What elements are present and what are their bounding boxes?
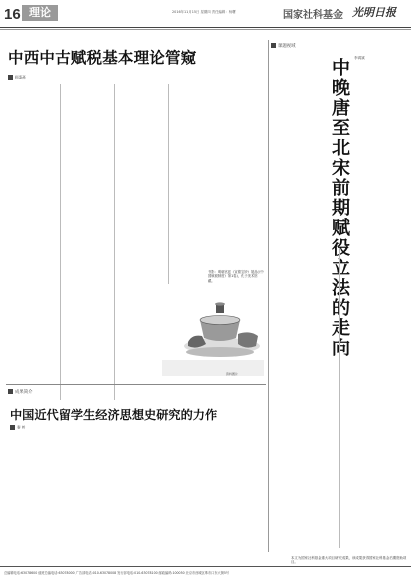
article2-headline: 中国近代留学生经济思想史研究的力作 xyxy=(10,408,218,422)
page-divider xyxy=(268,40,269,552)
masthead xyxy=(0,0,411,30)
headline-char: 宋 xyxy=(332,158,350,178)
headline-char: 法 xyxy=(332,278,350,298)
column-divider xyxy=(60,84,61,400)
headline-char: 立 xyxy=(332,258,350,278)
article3-label xyxy=(271,43,296,49)
article3-col3 xyxy=(271,248,337,548)
headline-char: 走 xyxy=(332,318,350,338)
article2-col1 xyxy=(6,433,56,561)
funding-note: 本文为国家社科基金重大项目研究成果、该成果获得国家社科基金后期资助项目。 xyxy=(291,556,407,565)
article1-col5 xyxy=(215,84,265,268)
article2-byline xyxy=(10,425,25,431)
article3-col2 xyxy=(358,72,407,242)
label-marker-icon xyxy=(8,389,13,394)
paper-name-logo: 光明日报 xyxy=(352,6,396,19)
article3-col1 xyxy=(271,53,325,243)
footer-rule xyxy=(0,566,411,567)
article1-col1 xyxy=(6,84,58,400)
byline-marker-icon xyxy=(8,75,13,80)
article3-byline: 李鸿斌 xyxy=(354,56,365,60)
headline-char: 期 xyxy=(332,198,350,218)
column-divider xyxy=(168,84,169,284)
article2-label xyxy=(8,389,33,395)
teacup-photo-image xyxy=(162,286,264,376)
headline-char: 中 xyxy=(332,58,350,78)
byline-marker-icon xyxy=(10,425,15,430)
headline-char: 的 xyxy=(332,298,350,318)
column-divider xyxy=(339,248,340,548)
page-number: 16 xyxy=(4,6,21,23)
teacup-photo xyxy=(162,286,264,376)
article1-col3 xyxy=(116,84,166,400)
article1-byline xyxy=(8,75,26,81)
article2-col2 xyxy=(58,433,108,561)
article1-headline: 中西中古赋税基本理论管窥 xyxy=(8,50,197,67)
headline-char: 北 xyxy=(332,138,350,158)
article3-col4 xyxy=(341,248,407,554)
article2-col4 xyxy=(162,433,212,561)
photo-caption: 书影：明朝宫廷《宣德宝钞》展品(《中国赋税制度》第1卷)，孔子美术馆藏。 xyxy=(208,270,264,283)
article3-label-text: 课题视域 xyxy=(278,44,296,49)
headline-char: 晚 xyxy=(332,78,350,98)
label-marker-icon xyxy=(271,43,276,48)
article-divider xyxy=(6,384,266,385)
headline-char: 役 xyxy=(332,238,350,258)
headline-char: 向 xyxy=(332,338,350,358)
headline-char: 至 xyxy=(332,118,350,138)
article2-col5 xyxy=(214,433,266,561)
article2-col3 xyxy=(110,433,160,561)
article1-byline-text: 顾銮斋 xyxy=(15,75,26,80)
section-tab: 理论 xyxy=(22,5,58,21)
date-editor-line: 2016年11月15日 星期四 责任编辑：杨曙 xyxy=(172,10,236,14)
masthead-rule-thin xyxy=(0,29,411,30)
article1-col2 xyxy=(62,84,112,400)
headline-char: 唐 xyxy=(332,98,350,118)
article2-byline-text: 秦 岭 xyxy=(17,425,26,430)
headline-char: 赋 xyxy=(332,218,350,238)
section-title: 国家社科基金 xyxy=(283,10,343,21)
article1-col4 xyxy=(170,84,212,284)
footer-line: 总编辑电话:63078600 值班总编电话:63078000 广告部电话:010-63078008 发行部电话:010-63078100 邮政编码:100050 北京市西城区珠市口东大街5号 xyxy=(4,571,230,575)
article2-label-text: 成果简介 xyxy=(15,390,33,395)
masthead-rule xyxy=(0,27,411,28)
column-divider xyxy=(114,84,115,400)
headline-char: 前 xyxy=(332,178,350,198)
photo-credit: 资料图片 xyxy=(226,372,239,376)
